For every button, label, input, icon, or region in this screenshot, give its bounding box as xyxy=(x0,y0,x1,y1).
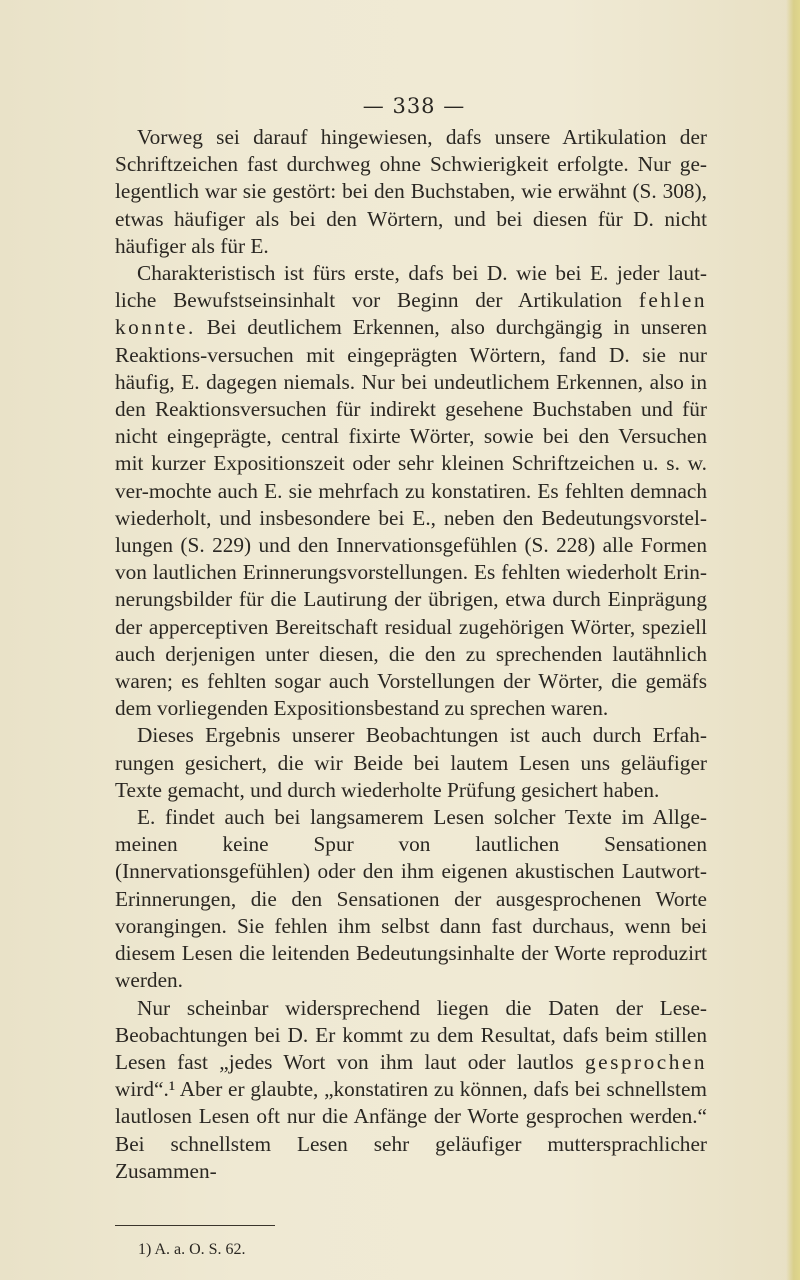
page-edge xyxy=(786,0,800,1280)
paragraph-text: Nur scheinbar widersprechend liegen die Daten der Lese-Beobachtungen bei D. Er kommt zu dem Resultat, dafs beim stillen Lesen fast „jedes Wort von ihm laut oder lautlos xyxy=(115,995,707,1074)
paragraph-text: E. findet auch bei langsamerem Lesen solcher Texte im Allge-meinen keine Spur von lautlichen Sensationen (Innervationsgefühlen) oder den ihm eigenen akustischen Lautwort-Erinnerungen, die den Sensationen der ausgesprochenen Worte vorangingen. Sie fehlen ihm selbst dann fast durchaus, wenn bei diesem Lesen die leitenden Bedeutungsinhalte der Worte reproduzirt werden. xyxy=(115,805,707,993)
paragraph xyxy=(115,995,707,1185)
paragraph-text: Vorweg sei darauf hingewiesen, dafs unsere Artikulation der Schriftzeichen fast durchweg ohne Schwierigkeit erfolgte. Nur ge-legentlich war sie gestört: bei den Buchstaben, wie erwähnt (S. 308), etwas häufiger als bei den Wörtern, und bei diesen für D. nicht häufiger als für E. xyxy=(115,125,707,258)
emphasized-text: fehlen konnte. xyxy=(115,288,707,340)
emphasized-text: gesprochen xyxy=(585,1049,707,1074)
footnote-rule xyxy=(115,1225,275,1226)
page-number: — 338 — xyxy=(362,94,466,118)
footnote: 1) A. a. O. S. 62. xyxy=(138,1241,246,1258)
paragraph-text: Bei deutlichem Erkennen, also durchgängig in unseren Reaktions-versuchen mit eingeprägten Wörtern, fand D. sie nur häufig, E. dagegen niemals. Nur bei undeutlichem Erkennen, also in den Reaktionsversuchen für indirekt gesehene Buchstaben und für nicht eingeprägte, central fixirte Wörter, sowie bei den Versuchen mit kurzer Expositionszeit oder sehr kleinen Schriftzeichen u. s. w. ver-mochte auch E. sie mehrfach zu konstatiren. Es fehlten demnach wiederholt, und insbesondere bei E., neben den Bedeutungsvorstel-lungen (S. 229) und den Innervationsgefühlen (S. 228) alle Formen von lautlichen Erinnerungsvorstellungen. Es fehlten wiederholt Erin-nerungsbilder für die Lautirung der übrigen, etwa durch Einprägung der apperceptiven Bereitschaft residual zugehörigen Wörter, speziell auch derjenigen unter diesen, die den zu sprechenden lautähnlich waren; es fehlten sogar auch Vorstellungen der Wörter, die gemäfs dem vorliegenden Expositionsbestand zu sprechen waren. xyxy=(115,315,707,721)
paragraph xyxy=(115,260,707,722)
paragraph-text: Dieses Ergebnis unserer Beobachtungen ist auch durch Erfah-rungen gesichert, die wir Beide bei lautem Lesen uns geläufiger Texte gemacht, und durch wiederholte Prüfung gesichert haben. xyxy=(115,723,707,802)
paragraph xyxy=(115,124,707,260)
body-text xyxy=(115,124,707,1185)
paragraph xyxy=(115,722,707,804)
paragraph-text: Charakteristisch ist fürs erste, dafs bei D. wie bei E. jeder laut-liche Bewufstseinsinhalt vor Beginn der Artikulation xyxy=(115,261,707,313)
paragraph-text: wird“.¹ Aber er glaubte, „konstatiren zu können, dafs bei schnellstem lautlosen Lesen oft nur die Anfänge der Worte gesprochen werden.“ Bei schnellstem Lesen sehr geläufiger muttersprachlicher Zusammen- xyxy=(115,1077,707,1183)
paragraph xyxy=(115,804,707,994)
